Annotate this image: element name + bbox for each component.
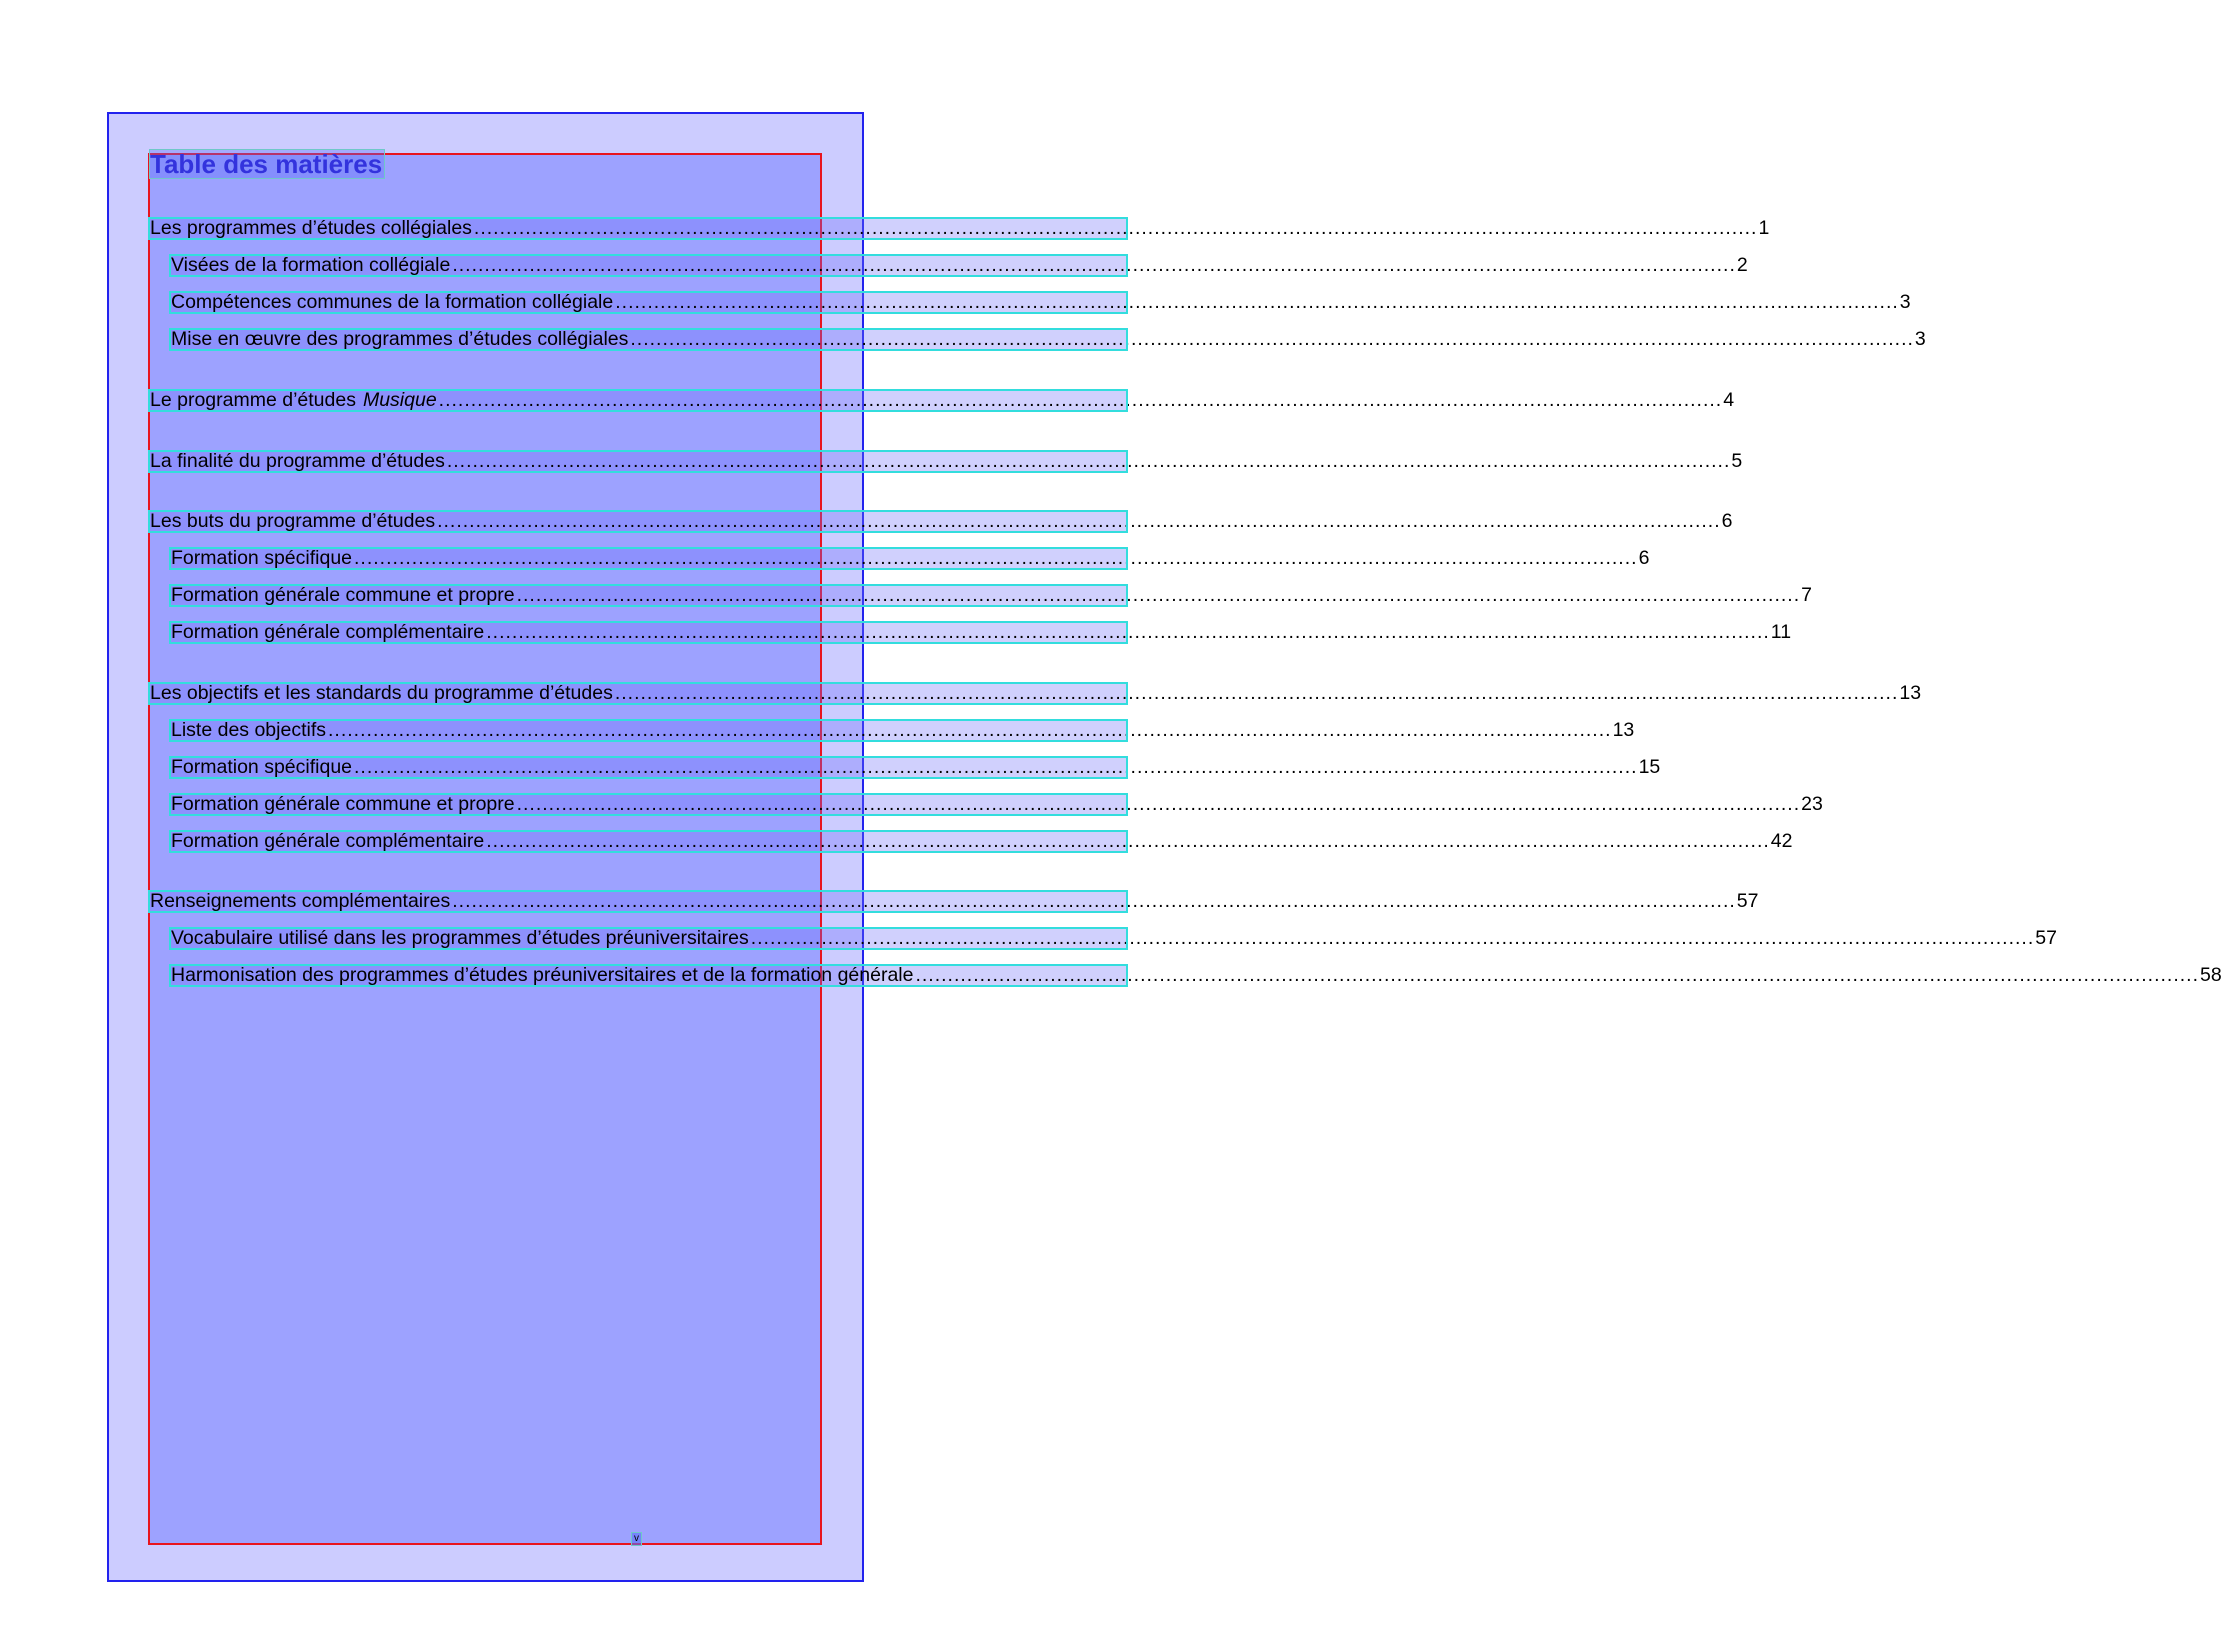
toc-leader-dots: ........................................................................................................................................................................................................ [354, 547, 1638, 569]
toc-entry[interactable] [171, 621, 1792, 643]
toc-entry[interactable] [171, 547, 1650, 569]
toc-entry[interactable] [171, 328, 1926, 350]
toc-entry-page: 6 [1721, 510, 1733, 532]
toc-entry-label: Les programmes d’études collégiales [150, 217, 472, 239]
toc-leader-dots: ........................................................................................................................................................................................................ [516, 793, 1801, 815]
toc-entry-page: 13 [1899, 682, 1922, 704]
toc-leader-dots: ........................................................................................................................................................................................................ [486, 830, 1770, 852]
toc-entry-page: 7 [1801, 584, 1812, 606]
toc-entry-page: 2 [1736, 254, 1748, 276]
toc-entry-label: Le programme d’études [150, 389, 356, 411]
toc-leader-dots: ........................................................................................................................................................................................................ [437, 510, 1721, 532]
toc-entry[interactable] [150, 890, 1759, 912]
toc-entry[interactable] [150, 217, 1770, 239]
toc-leader-dots: ........................................................................................................................................................................................................ [473, 217, 1758, 239]
toc-entry[interactable] [150, 450, 1743, 472]
toc-entry-label: La finalité du programme d’études [150, 450, 445, 472]
toc-entry[interactable] [171, 964, 2222, 986]
toc-entry[interactable] [171, 584, 1812, 606]
toc-entry-label: Harmonisation des programmes d’études préuniversitaires et de la formation générale [171, 964, 914, 986]
toc-entry-label: Formation spécifique [171, 756, 353, 778]
toc-entry-page: 58 [2200, 964, 2222, 986]
toc-leader-dots: ........................................................................................................................................................................................................ [446, 450, 1731, 472]
toc-entry-page: 57 [1736, 890, 1759, 912]
toc-entry-page: 3 [1914, 328, 1926, 350]
toc-leader-dots: ........................................................................................................................................................................................................ [328, 719, 1612, 741]
toc-entry-page: 15 [1638, 756, 1661, 778]
toc-entry-label: Formation spécifique [171, 547, 353, 569]
toc-entry[interactable] [171, 719, 1635, 741]
toc-entry-page: 5 [1731, 450, 1743, 472]
toc-entry-label: Formation générale commune et propre [171, 793, 515, 815]
page-title: Table des matières [150, 149, 383, 179]
toc-entry-page: 6 [1638, 547, 1650, 569]
toc-entry-label: Les objectifs et les standards du programme d’études [150, 682, 613, 704]
toc-entry-label: Renseignements complémentaires [150, 890, 451, 912]
toc-entry-label: Visées de la formation collégiale [171, 254, 451, 276]
toc-entry[interactable] [171, 793, 1823, 815]
toc-leader-dots: ........................................................................................................................................................................................................ [486, 621, 1770, 643]
toc-leader-dots: ........................................................................................................................................................................................................ [915, 964, 2200, 986]
toc-entry-page: 42 [1770, 830, 1793, 852]
toc-entry-page: 4 [1723, 389, 1735, 411]
toc-leader-dots: ........................................................................................................................................................................................................ [615, 291, 1899, 313]
toc-entry[interactable] [150, 682, 1922, 704]
toc-leader-dots: ........................................................................................................................................................................................................ [438, 389, 1723, 411]
toc-entry[interactable] [150, 510, 1733, 532]
toc-entry-page: 13 [1612, 719, 1635, 741]
toc-entry[interactable] [171, 927, 2057, 949]
toc-entry-label: Formation générale complémentaire [171, 621, 485, 643]
toc-entry-label-italic: Musique [362, 389, 437, 411]
toc-leader-dots: ........................................................................................................................................................................................................ [354, 756, 1638, 778]
toc-entry-label: Compétences communes de la formation collégiale [171, 291, 614, 313]
toc-entry[interactable] [171, 756, 1661, 778]
toc-leader-dots: ........................................................................................................................................................................................................ [452, 254, 1736, 276]
page-number: v [634, 1533, 639, 1544]
toc-entry-page: 3 [1899, 291, 1911, 313]
toc-entry-label: Mise en œuvre des programmes d’études collégiales [171, 328, 629, 350]
toc-leader-dots: ........................................................................................................................................................................................................ [452, 890, 1736, 912]
toc-entry[interactable] [171, 291, 1911, 313]
toc-entry[interactable] [150, 389, 1735, 411]
toc-entry-page: 57 [2035, 927, 2057, 949]
toc-entry-label: Formation générale complémentaire [171, 830, 485, 852]
toc-entry[interactable] [171, 254, 1748, 276]
toc-leader-dots: ........................................................................................................................................................................................................ [750, 927, 2035, 949]
toc-leader-dots: ........................................................................................................................................................................................................ [630, 328, 1914, 350]
toc-leader-dots: ........................................................................................................................................................................................................ [614, 682, 1899, 704]
toc-entry-label: Vocabulaire utilisé dans les programmes d’études préuniversitaires [171, 927, 749, 949]
toc-entry-page: 1 [1758, 217, 1770, 239]
toc-entry-label: Liste des objectifs [171, 719, 327, 741]
toc-entry[interactable] [171, 830, 1793, 852]
toc-entry-page: 11 [1770, 621, 1792, 643]
toc-entry-label: Les buts du programme d’études [150, 510, 436, 532]
toc-entry-label: Formation générale commune et propre [171, 584, 515, 606]
toc-leader-dots: ........................................................................................................................................................................................................ [516, 584, 1801, 606]
toc-entry-page: 23 [1801, 793, 1823, 815]
